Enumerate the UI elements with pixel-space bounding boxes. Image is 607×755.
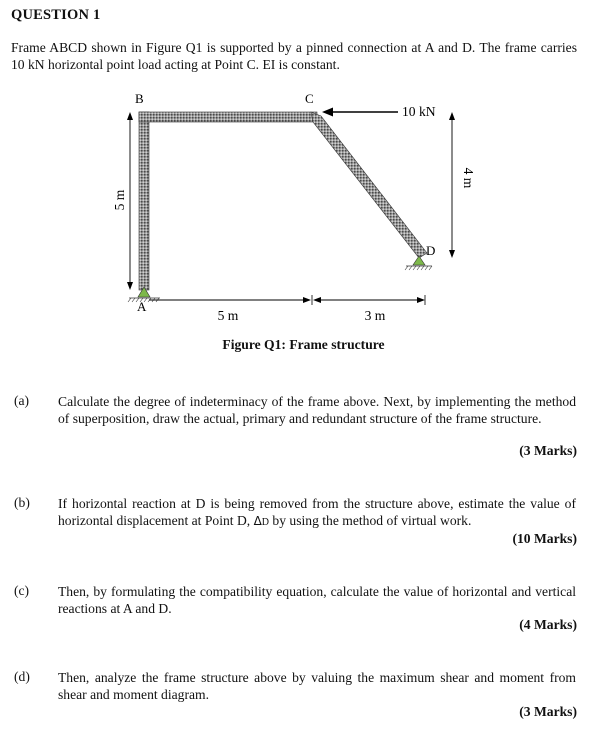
part-b-text: [58, 495, 576, 531]
dim-height-left: [127, 112, 133, 290]
part-c-text: Then, by formulating the compatibility equation, calculate the value of horizontal and vertical reactions at A and D.: [58, 584, 576, 616]
member-cd: [311, 112, 427, 258]
label-c: C: [305, 91, 314, 106]
member-bc: [139, 112, 317, 122]
label-d: D: [426, 243, 436, 258]
part-d-label: (d): [14, 669, 30, 684]
question-intro: Frame ABCD shown in Figure Q1 is supported by a pinned connection at A and D. The frame carries 10 kN horizontal point load acting at Point C. EI is constant.: [11, 40, 577, 72]
part-d-text: Then, analyze the frame structure above by valuing the maximum shear and moment from shear and moment diagram.: [58, 670, 576, 702]
part-b-label: (b): [14, 495, 30, 510]
load-arrow: [322, 108, 398, 117]
part-a-text: Calculate the degree of indeterminacy of the frame above. Next, by implementing the method of superposition, draw the actual, primary and redundant structure of the frame structure.: [58, 394, 576, 426]
pin-support-d: [405, 256, 432, 270]
member-ab: [139, 112, 149, 290]
part-a-marks: (3 Marks): [519, 443, 577, 458]
label-a: A: [137, 299, 147, 314]
frame-figure: [0, 0, 607, 340]
dim-label-height-right: 4 m: [461, 167, 476, 189]
delta-subscript: D: [261, 517, 270, 528]
figure-caption: Figure Q1: Frame structure: [222, 337, 385, 352]
part-a-label: (a): [14, 393, 30, 408]
part-b-marks: (10 Marks): [512, 531, 577, 546]
delta-symbol: Δ: [253, 514, 262, 528]
part-d-marks: (3 Marks): [519, 704, 577, 719]
part-c-marks: (4 Marks): [519, 617, 577, 632]
dim-spans: [149, 295, 425, 305]
part-b-text-after: by using the method of virtual work.: [269, 513, 472, 528]
dim-label-span-1: 5 m: [217, 308, 239, 323]
load-label: 10 kN: [402, 104, 436, 119]
question-title: QUESTION 1: [11, 7, 101, 23]
dim-label-height-left: 5 m: [112, 189, 127, 211]
label-b: B: [135, 91, 144, 106]
part-c-label: (c): [14, 583, 30, 598]
dim-height-right: [449, 112, 455, 258]
part-b-text-before: If horizontal reaction at D is being removed from the structure above, estimate the value of horizontal displacement at Point D,: [58, 496, 576, 528]
dim-label-span-2: 3 m: [364, 308, 386, 323]
